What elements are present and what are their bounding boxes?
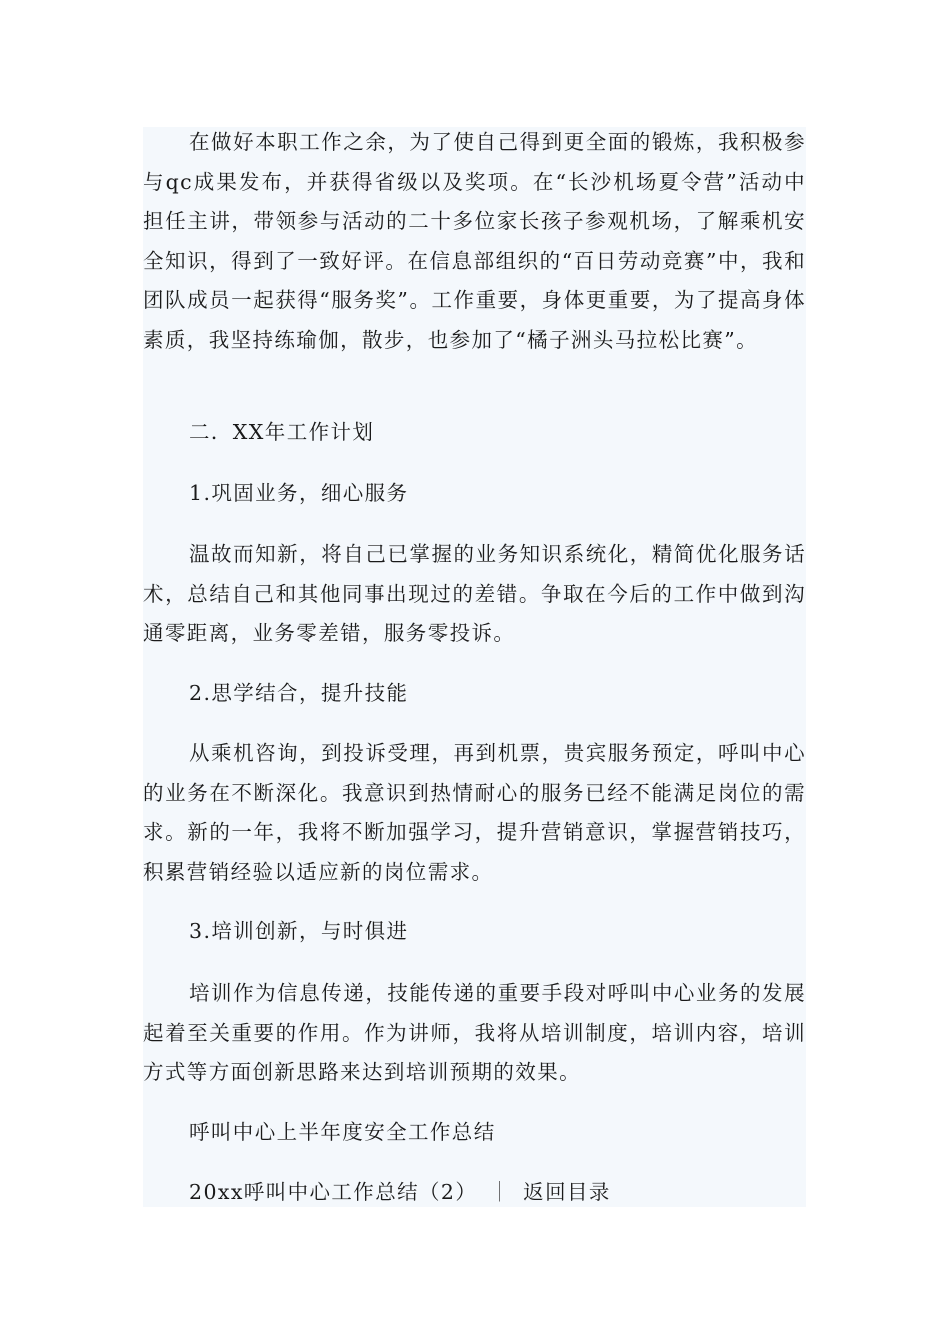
section-title-work-plan: 二．XX年工作计划 <box>189 420 375 444</box>
document-page <box>143 127 806 1207</box>
next-article-link[interactable]: 20xx呼叫中心工作总结（2） <box>189 1180 478 1204</box>
plan-item-3-title: 3.培训创新，与时俱进 <box>189 919 409 943</box>
back-to-toc-link[interactable]: 返回目录 <box>523 1180 611 1204</box>
related-article-link[interactable]: 呼叫中心上半年度安全工作总结 <box>189 1120 496 1144</box>
paragraph-achievements: 在做好本职工作之余，为了使自己得到更全面的锻炼，我积极参与qc成果发布，并获得省级以及奖项。在“长沙机场夏令营”活动中担任主讲，带领参与活动的二十多位家长孩子参观机场，了解乘机安全知识，得到了一致好评。在信息部组织的“百日劳动竞赛”中，我和团队成员一起获得“服务奖”。工作重要，身体更重要，为了提高身体素质，我坚持练瑜伽，散步，也参加了“橘子洲头马拉松比赛”。 <box>143 130 806 352</box>
nav-separator: ｜ <box>489 1180 512 1204</box>
plan-item-1-title: 1.巩固业务，细心服务 <box>189 481 409 505</box>
plan-item-2-title: 2.思学结合，提升技能 <box>189 681 409 705</box>
plan-item-3-body: 培训作为信息传递，技能传递的重要手段对呼叫中心业务的发展起着至关重要的作用。作为讲师，我将从培训制度，培训内容，培训方式等方面创新思路来达到培训预期的效果。 <box>143 981 806 1084</box>
plan-item-2-body: 从乘机咨询，到投诉受理，再到机票，贵宾服务预定，呼叫中心的业务在不断深化。我意识到热情耐心的服务已经不能满足岗位的需求。新的一年，我将不断加强学习，提升营销意识，掌握营销技巧，积累营销经验以适应新的岗位需求。 <box>143 741 806 884</box>
plan-item-1-body: 温故而知新，将自己已掌握的业务知识系统化，精简优化服务话术，总结自己和其他同事出现过的差错。争取在今后的工作中做到沟通零距离，业务零差错，服务零投诉。 <box>143 542 806 645</box>
footer-nav <box>189 1173 611 1213</box>
